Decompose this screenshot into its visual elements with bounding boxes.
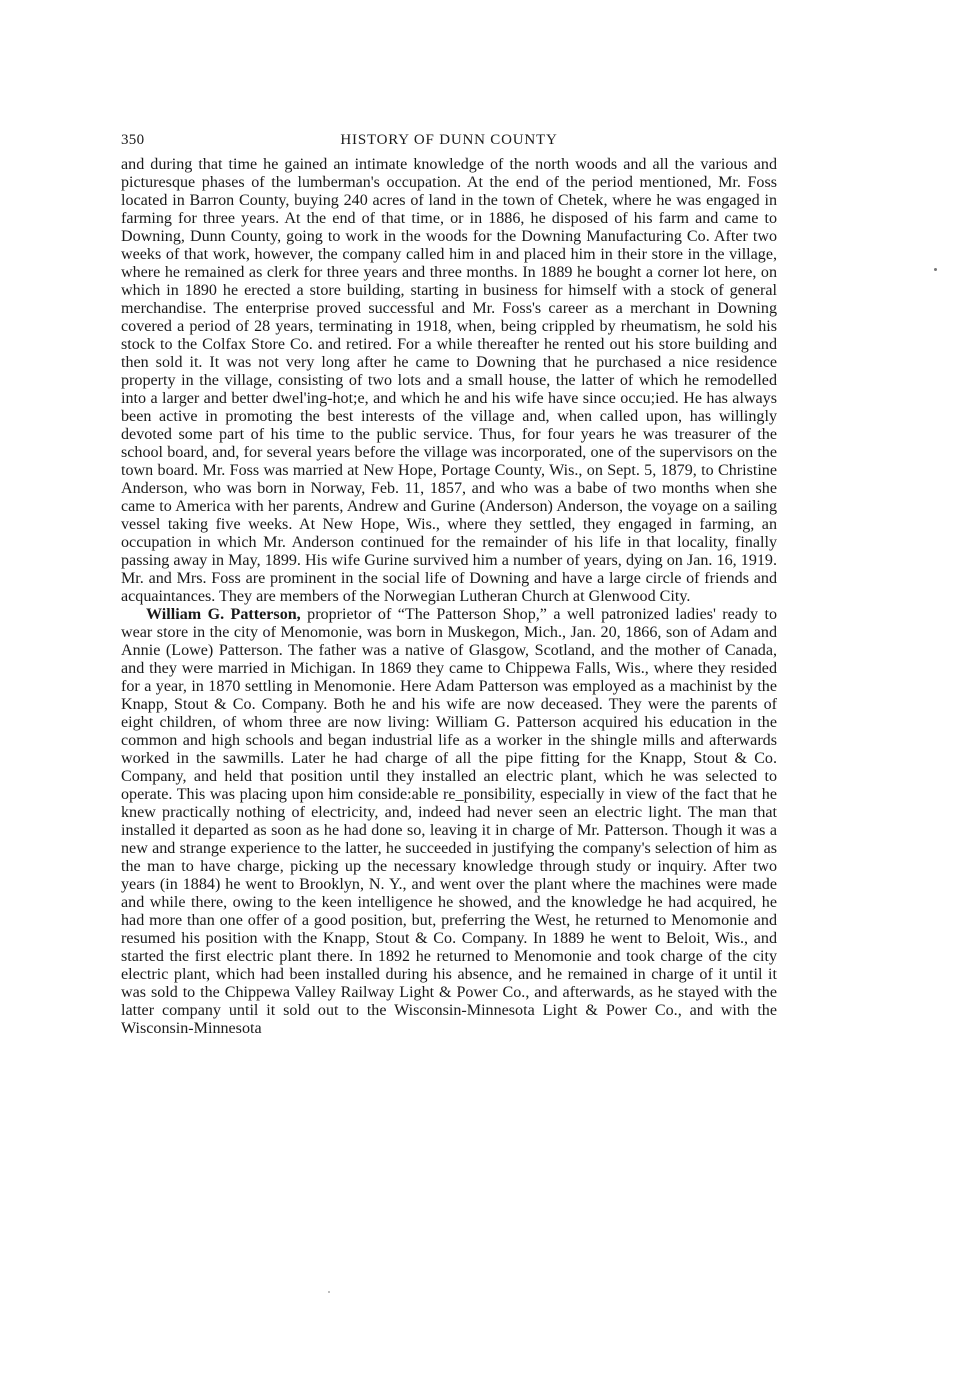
scan-speck: [328, 1291, 330, 1293]
page-number: 350: [121, 132, 145, 148]
paragraph-foss-continued: and during that time he gained an intimate knowledge of the north woods and all the various and picturesque phases of the lumberman's occupation. At the end of the period mentioned, Mr. Foss located in Barron County, buying 240 acres of land in the town of Chetek, where he was engaged in farming for three years. At the end of that time, or in 1886, he disposed of his farm and came to Downing, Dunn County, going to work in the woods for the Downing Manufacturing Co. After two weeks of that work, however, the company called him in and placed him in their store in the village, where he remained as clerk for three years and three months. In 1889 he bought a corner lot here, on which in 1890 he erected a store building, starting in business for himself with a stock of general merchandise. The enterprise proved successful and Mr. Foss's career as a merchant in Downing covered a period of 28 years, terminating in 1918, when, being crippled by rheumatism, he sold his stock to the Colfax Store Co. and retired. For a while thereafter he rented out his store building and then sold it. It was not very long after he came to Downing that he purchased a nice residence property in the village, consisting of two lots and a small house, the latter of which he remodelled into a larger and better dwel'ing-hot;e, and which he and his wife have since occu;ied. He has always been active in promoting the best interests of the village and, when called upon, has willingly devoted some part of his time to the public service. Thus, for four years he was treasurer of the school board, and, for several years before the village was incorporated, one of the supervisors on the town board. Mr. Foss was married at New Hope, Portage County, Wis., on Sept. 5, 1879, to Christine Anderson, who was born in Norway, Feb. 11, 1857, and who was a babe of two months when she came to America with her parents, Andrew and Gurine (Anderson) Anderson, the voyage on a sailing vessel taking five weeks. At New Hope, Wis., where they settled, they engaged in farming, an occupation in which Mr. Anderson continued for the remainder of his life in that locality, finally passing away in May, 1899. His wife Gurine survived him a number of years, dying on Jan. 16, 1919. Mr. and Mrs. Foss are prominent in the social life of Downing and have a large circle of friends and acquaintances. They are members of the Norwegian Lutheran Church at Glenwood City.: [121, 156, 777, 605]
running-head: [121, 132, 777, 152]
scan-speck: [934, 268, 937, 271]
biography-subject-name: William G. Patterson,: [146, 606, 301, 623]
body-text: [121, 156, 777, 1038]
paragraph-patterson-biography: [121, 606, 777, 1038]
biography-text: proprietor of “The Patterson Shop,” a well patronized ladies' ready to wear store in the city of Menomonie, was born in Muskegon, Mich., Jan. 20, 1866, son of Adam and Annie (Lowe) Patterson. The father was a native of Glasgow, Scotland, and the mother of Canada, and they were married in Michigan. In 1869 they came to Chippewa Falls, Wis., where they resided for a year, in 1870 settling in Menomonie. Here Adam Patterson was employed as a machinist by the Knapp, Stout & Co. Company. Both he and his wife are now deceased. They were the parents of eight children, of whom three are now living: William G. Patterson acquired his education in the common and high schools and began industrial life as a worker in the shingle mills and afterwards worked in the sawmills. Later he had charge of all the pipe fitting for the Knapp, Stout & Co. Company, and held that position until they installed an electric plant, which he was selected to operate. This was placing upon him conside:able re_ponsibility, especially in view of the fact that he knew practically nothing of electricity, and, indeed had never seen an electric light. The man that installed it departed as soon as he had done so, leaving it in charge of Mr. Patterson. Though it was a new and strange experience to the latter, he succeeded in justifying the company's selection of him as the man to have charge, picking up the necessary knowledge through study or inquiry. After two years (in 1884) he went to Brooklyn, N. Y., and went over the plant where the machines were made and while there, owing to the keen intelligence he showed, and the knowledge he had acquired, he had more than one offer of a good position, but, preferring the West, he returned to Menomonie and resumed his position with the Knapp, Stout & Co. Company. In 1889 he went to Beloit, Wis., and started the first electric plant there. In 1892 he returned to Menomonie and took charge of the city electric plant, which had been installed during his absence, and he remained in charge of it until it was sold to the Chippewa Valley Railway Light & Power Co., and afterwards, as he stayed with the latter company until it sold out to the Wisconsin-Minnesota Light & Power Co., and with the Wisconsin-Minnesota: [121, 606, 777, 1037]
running-title: HISTORY OF DUNN COUNTY: [340, 132, 558, 148]
